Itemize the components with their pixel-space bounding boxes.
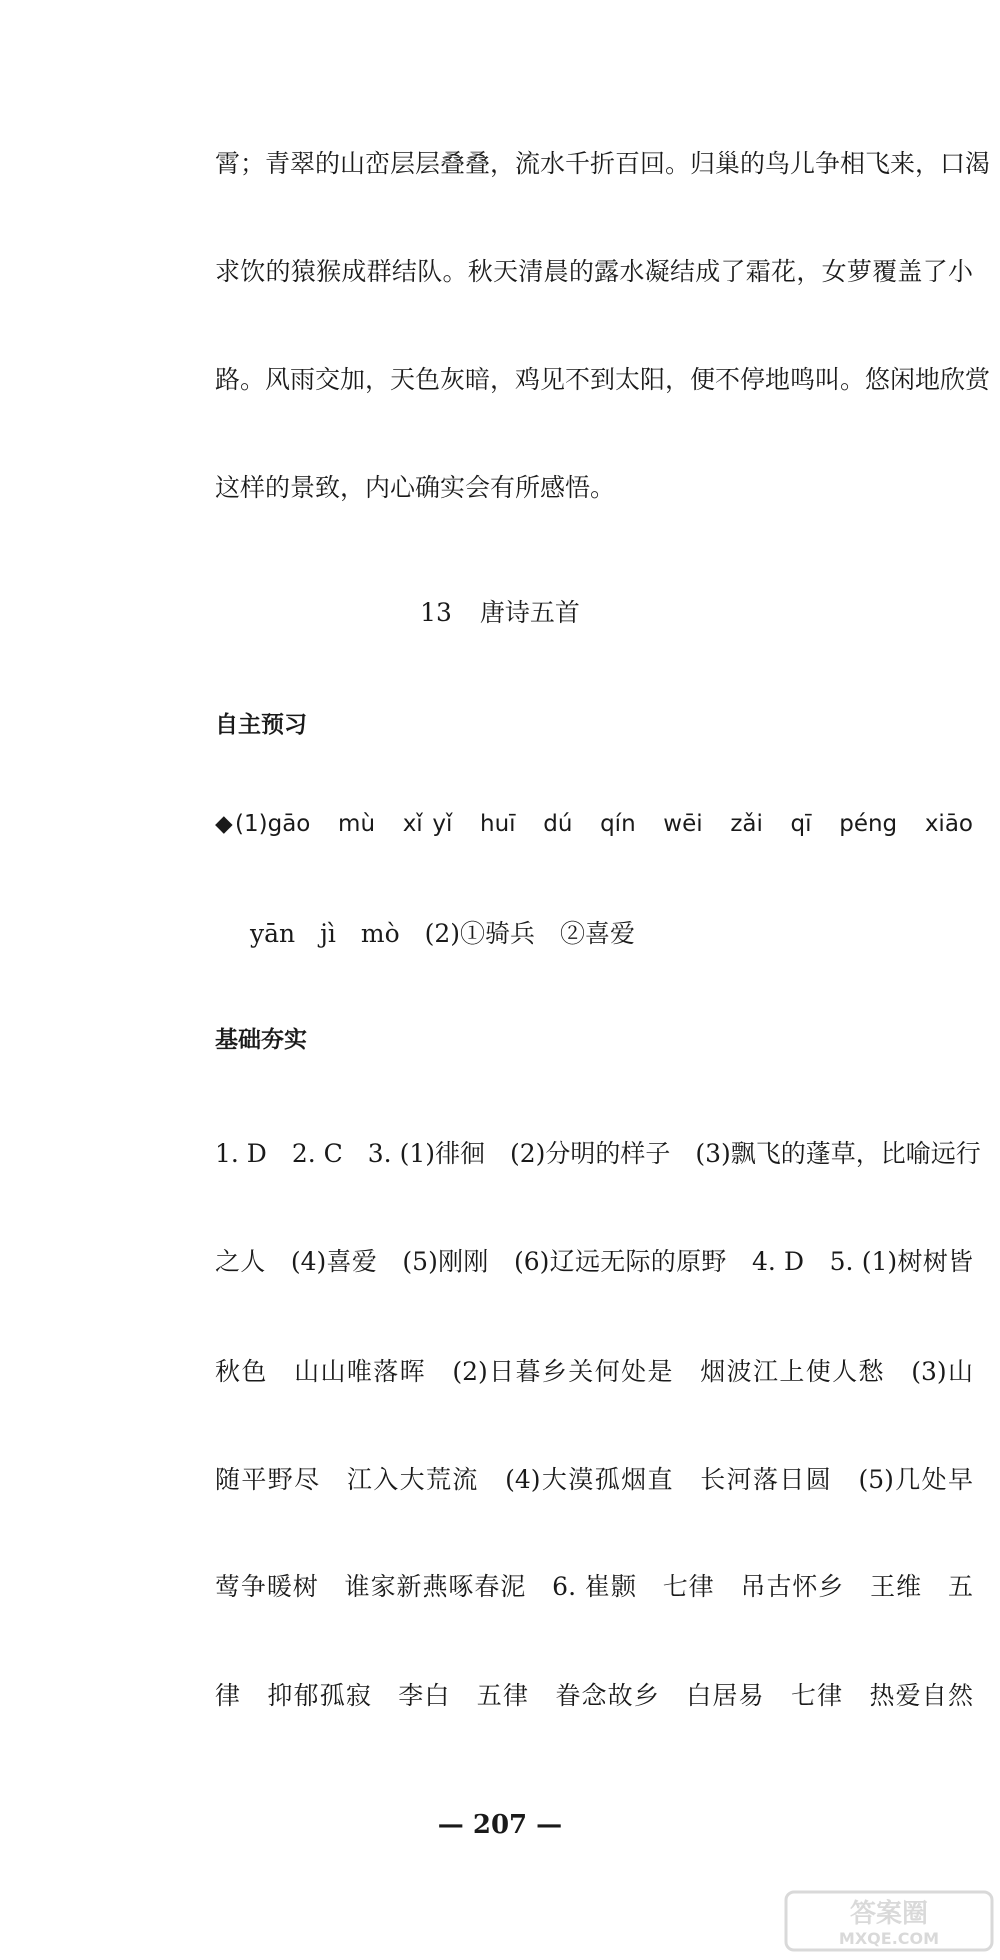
answer-line-6: 律 抑郁孤寂 李白 五律 眷念故乡 白居易 七律 热爱自然 xyxy=(215,1681,973,1710)
svg-text:MXQE.COM: MXQE.COM xyxy=(838,1929,940,1948)
svg-text:答案圈: 答案圈 xyxy=(849,1899,929,1929)
paragraph-line-1: 霄；青翠的山峦层层叠叠，流水千折百回。归巢的鸟儿争相飞来，口渴 xyxy=(215,149,991,178)
section-heading-preview: 自主预习 xyxy=(215,712,307,738)
paragraph-line-2: 求饮的猿猴成群结队。秋天清晨的露水凝结成了霜花，女萝覆盖了小 xyxy=(215,257,973,286)
lesson-number: 13 xyxy=(420,598,452,627)
answer-line-2: 之人 (4)喜爱 (5)刚刚 (6)辽远无际的原野 4. D 5. (1)树树皆 xyxy=(215,1247,973,1276)
paragraph-line-4: 这样的景致，内心确实会有所感悟。 xyxy=(215,473,616,502)
section-heading-basics: 基础夯实 xyxy=(215,1027,307,1053)
page-number: — 207 — xyxy=(437,1810,563,1840)
answer-line-1: 1. D 2. C 3. (1)徘徊 (2)分明的样子 (3)飘飞的蓬草，比喻远行 xyxy=(215,1139,981,1168)
answer-line-5: 莺争暖树 谁家新燕啄春泥 6. 崔颢 七律 吊古怀乡 王维 五 xyxy=(215,1572,973,1601)
paragraph-line-3: 路。风雨交加，天色灰暗，鸡见不到太阳，便不停地鸣叫。悠闲地欣赏 xyxy=(215,365,991,394)
answer-line-3: 秋色 山山唯落晖 (2)日暮乡关何处是 烟波江上使人愁 (3)山 xyxy=(215,1357,973,1386)
lesson-title xyxy=(0,596,1000,630)
preview-line-2: yān jì mò (2)①骑兵 ②喜爱 xyxy=(250,919,636,948)
watermark-logo xyxy=(784,1890,994,1952)
preview-line-1: ◆(1)gāo mù xǐ yǐ huī dú qín wēi zǎi qī péng xiāo xyxy=(215,811,973,837)
lesson-name: 唐诗五首 xyxy=(479,598,580,627)
answer-line-4: 随平野尽 江入大荒流 (4)大漠孤烟直 长河落日圆 (5)几处早 xyxy=(215,1465,973,1494)
